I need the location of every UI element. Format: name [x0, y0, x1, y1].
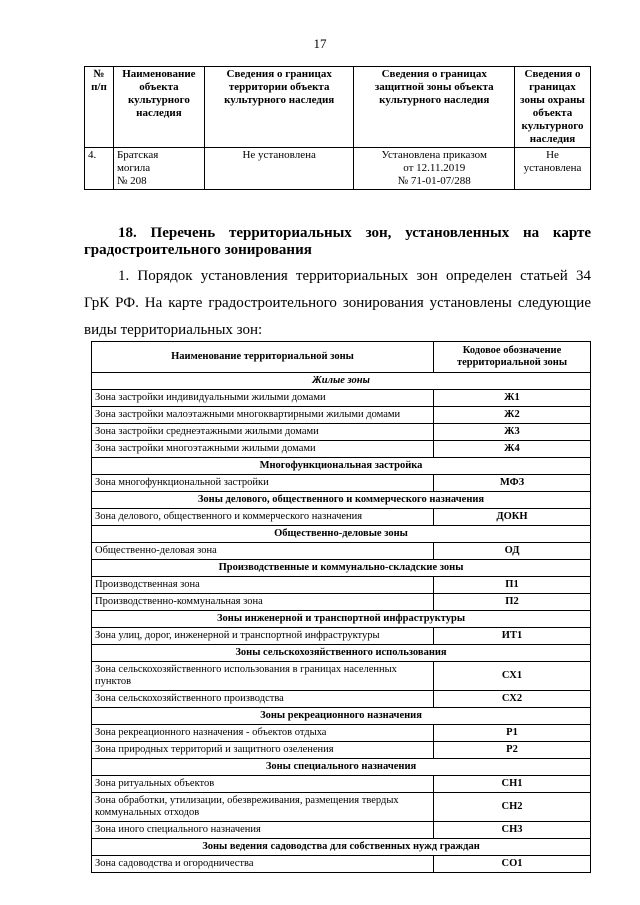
table-row — [92, 390, 591, 407]
section-heading — [84, 225, 591, 259]
paragraph-line: ГрК РФ. На карте градостроительного зонирования установлены следующие — [84, 295, 591, 311]
table-row — [92, 424, 591, 441]
zone-group-title: Зоны делового, общественного и коммерческого назначения — [92, 492, 591, 509]
zone-code: СХ2 — [434, 691, 591, 708]
zone-name: Производственная зона — [92, 577, 434, 594]
page-number: 17 — [313, 36, 327, 51]
table-row — [92, 691, 591, 708]
zone-code: Ж2 — [434, 407, 591, 424]
zone-group-row — [92, 458, 591, 475]
zone-code: СН3 — [434, 822, 591, 839]
zone-name: Зона улиц, дорог, инженерной и транспортной инфраструктуры — [92, 628, 434, 645]
protective-line: № 71-01-07/288 — [397, 175, 471, 187]
table-row — [92, 742, 591, 759]
zone-code: ДОКН — [434, 509, 591, 526]
table-row — [92, 407, 591, 424]
zone-code: МФЗ — [434, 475, 591, 492]
zone-group-row — [92, 839, 591, 856]
table-row — [92, 776, 591, 793]
zone-code: ОД — [434, 543, 591, 560]
table-row — [92, 543, 591, 560]
table-row — [92, 856, 591, 873]
zone-group-row — [92, 611, 591, 628]
zone-group-row — [92, 759, 591, 776]
zones-table — [91, 341, 591, 873]
section-heading-line1: 18. Перечень территориальных зон, установленных на карте — [118, 225, 591, 241]
zone-name: Зона многофункциональной застройки — [92, 475, 434, 492]
zone-group-title: Общественно-деловые зоны — [92, 526, 591, 543]
header-security-zone: Сведения о границах зоны охраны объекта культурного наследия — [515, 67, 591, 148]
object-name-line: могила — [116, 162, 151, 174]
zone-code: СН2 — [434, 793, 591, 822]
paragraph-line: виды территориальных зон: — [84, 322, 263, 338]
zone-code: СН1 — [434, 776, 591, 793]
zone-group-title: Многофункциональная застройка — [92, 458, 591, 475]
zone-name: Производственно-коммунальная зона — [92, 594, 434, 611]
zone-name: Зона делового, общественного и коммерческого назначения — [92, 509, 434, 526]
zone-code: Ж3 — [434, 424, 591, 441]
table-row — [85, 148, 591, 190]
zone-group-row — [92, 708, 591, 725]
zone-code: Р2 — [434, 742, 591, 759]
zone-group-title: Зоны рекреационного назначения — [92, 708, 591, 725]
zone-code: Ж1 — [434, 390, 591, 407]
zone-group-row — [92, 560, 591, 577]
zone-code: СХ1 — [434, 662, 591, 691]
header-zone-code: Кодовое обозначение территориальной зоны — [434, 342, 591, 373]
table-row — [92, 577, 591, 594]
zone-group-title: Производственные и коммунально-складские зоны — [92, 560, 591, 577]
security-line: Не — [546, 149, 559, 161]
zone-name: Зона застройки многоэтажными жилыми домами — [92, 441, 434, 458]
zone-group-title: Жилые зоны — [92, 373, 591, 390]
zone-name: Зона ритуальных объектов — [92, 776, 434, 793]
object-name-line: № 208 — [116, 175, 147, 187]
zone-code: П1 — [434, 577, 591, 594]
table-row — [92, 628, 591, 645]
zone-name: Зона сельскохозяйственного производства — [92, 691, 434, 708]
zone-group-title: Зоны сельскохозяйственного использования — [92, 645, 591, 662]
zone-code: П2 — [434, 594, 591, 611]
cell-protective-zone — [354, 148, 515, 190]
zones-table-header-row — [92, 342, 591, 373]
zone-group-row — [92, 373, 591, 390]
zone-name: Зона сельскохозяйственного использования в границах населенных пунктов — [92, 662, 434, 691]
zone-code: СО1 — [434, 856, 591, 873]
zone-group-row — [92, 645, 591, 662]
table-row — [92, 594, 591, 611]
cell-object-name — [113, 148, 204, 190]
cell-security-zone — [515, 148, 591, 190]
table-row — [92, 475, 591, 492]
header-protective-zone: Сведения о границах защитной зоны объекта культурного наследия — [354, 67, 515, 148]
zone-name: Зона садоводства и огородничества — [92, 856, 434, 873]
zone-group-title: Зоны специального назначения — [92, 759, 591, 776]
header-object-name: Наименование объекта культурного наследия — [113, 67, 204, 148]
zone-name: Зона застройки малоэтажными многоквартирными жилыми домами — [92, 407, 434, 424]
table-row — [92, 662, 591, 691]
zone-code: Ж4 — [434, 441, 591, 458]
protective-line: Установлена приказом — [381, 149, 487, 161]
security-line: установлена — [523, 162, 582, 174]
protective-line: от 12.11.2019 — [403, 162, 466, 174]
heritage-object-table — [84, 66, 591, 190]
zone-name: Зона рекреационного назначения - объектов отдыха — [92, 725, 434, 742]
header-num: № п/п — [85, 67, 114, 148]
cell-num: 4. — [85, 148, 114, 190]
table-row — [92, 793, 591, 822]
table-row — [92, 822, 591, 839]
zone-group-row — [92, 526, 591, 543]
zone-name: Зона застройки среднеэтажными жилыми домами — [92, 424, 434, 441]
table-row — [92, 509, 591, 526]
zone-name: Зона иного специального назначения — [92, 822, 434, 839]
zone-name: Зона обработки, утилизации, обезвреживания, размещения твердых коммунальных отходов — [92, 793, 434, 822]
table-row — [92, 441, 591, 458]
zone-name: Зона застройки индивидуальными жилыми домами — [92, 390, 434, 407]
zone-group-row — [92, 492, 591, 509]
cell-territory: Не установлена — [204, 148, 354, 190]
zone-group-title: Зоны инженерной и транспортной инфраструктуры — [92, 611, 591, 628]
zone-name: Общественно-деловая зона — [92, 543, 434, 560]
object-name-line: Братская — [116, 149, 159, 161]
section-paragraph — [84, 263, 591, 344]
zone-code: ИТ1 — [434, 628, 591, 645]
zone-code: Р1 — [434, 725, 591, 742]
table-row — [92, 725, 591, 742]
section-heading-line2: градостроительного зонирования — [84, 242, 312, 258]
zone-name: Зона природных территорий и защитного озеленения — [92, 742, 434, 759]
paragraph-line: 1. Порядок установления территориальных зон определен статьей 34 — [118, 268, 591, 284]
header-zone-name: Наименование территориальной зоны — [92, 342, 434, 373]
zones-table-body — [92, 373, 591, 873]
header-territory: Сведения о границах территории объекта культурного наследия — [204, 67, 354, 148]
zone-group-title: Зоны ведения садоводства для собственных нужд граждан — [92, 839, 591, 856]
heritage-table-header-row — [85, 67, 591, 148]
